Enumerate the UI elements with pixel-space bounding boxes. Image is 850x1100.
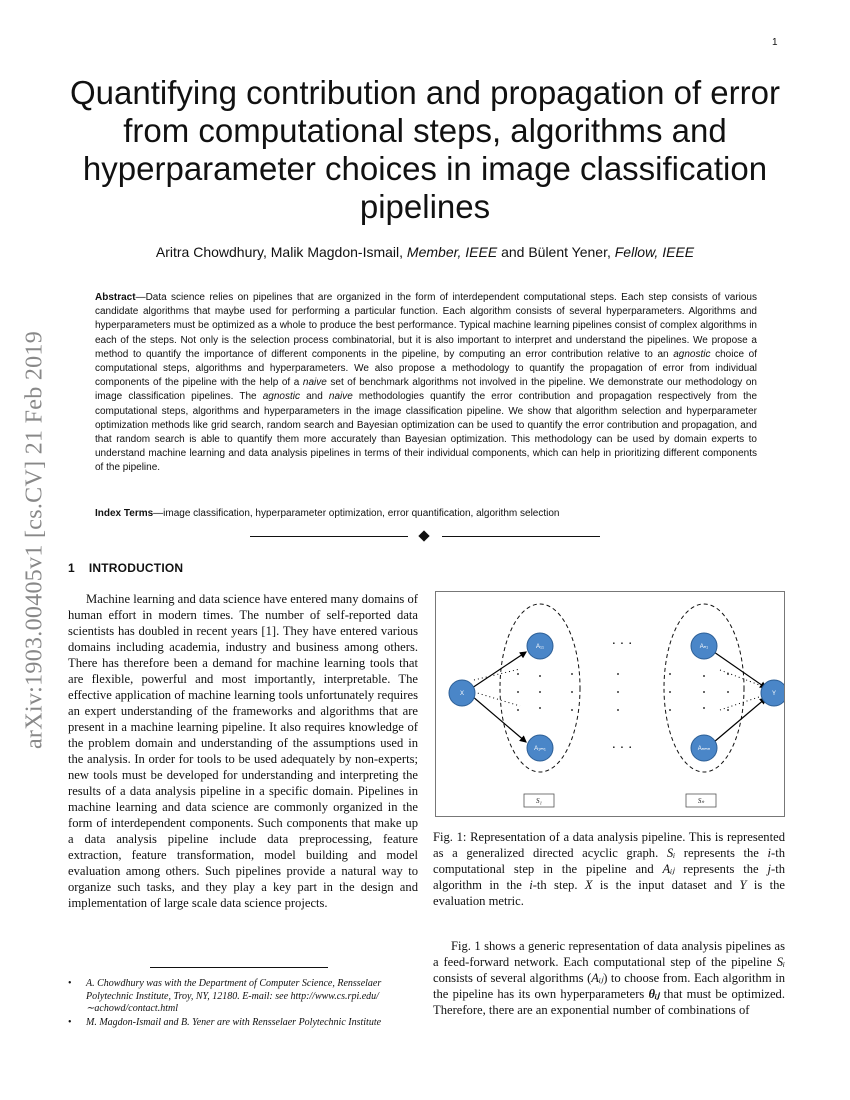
caption-text: -th algorithm in the: [433, 862, 785, 892]
pipeline-diagram: [436, 592, 784, 816]
abstract-label: Abstract: [95, 292, 136, 303]
caption-math: i: [529, 878, 533, 892]
paragraph-math: θᵢⱼ: [648, 987, 660, 1001]
edge-an1-y: [714, 652, 766, 688]
abstract-text-3: set of benchmark algorithms not involved in the pipeline. We demonstrate our methodology on image classification pipelines. The: [95, 377, 757, 403]
section-divider: [250, 531, 600, 543]
arxiv-sidebar: [21, 290, 48, 790]
paragraph-text: Fig. 1 shows a generic representation of data analysis pipelines as a feed-forward network. Each computational step of the pipeline: [433, 939, 785, 969]
step-1-box-label: S₁: [536, 797, 542, 805]
middle-dot-grid: [517, 673, 729, 711]
divider-line-right: [442, 536, 600, 537]
node-an1-label: Aₙ₁: [699, 644, 709, 650]
footnote-item: • M. Magdon-Ismail and B. Yener are with Rensselaer Polytechnic Institute: [68, 1017, 420, 1030]
arxiv-identifier: arXiv:1903.00405v1 [cs.CV] 21 Feb 2019: [21, 330, 48, 750]
section-number: 1: [68, 561, 75, 575]
paragraph-math: Aᵢⱼ: [591, 971, 604, 985]
caption-text: Fig. 1: Representation of a data analysis pipeline. This is represented as a generalized directed acyclic graph.: [433, 830, 785, 860]
caption-text: is the evaluation metric.: [433, 878, 785, 908]
index-terms-label: Index Terms: [95, 508, 154, 519]
intro-paragraph: Machine learning and data science have entered many domains of human effort in modern times. The number of self-reported data scientists has doubled in recent years [1]. They have entered various domains including academia, industry and business among others. There has therefore been a demand for machine learning tools that are flexible, powerful and most importantly, interpretable. The effective application of machine learning tools unfortunately requires an expert understanding of the frameworks and algorithms that are present in a machine learning pipeline. It also requires knowledge of the problem domain and understanding of the assumptions used in the analysis. In order for tools to be used adequately by non-experts; new tools must be developed for understanding and interpreting the results of a data analysis pipeline in a specific domain. Pipelines in machine learning and data science are commonly organized in the form of interdependent components. Such components that make up a data analysis pipeline include data preprocessing, feature extraction, feature transformation, model building and model evaluation among others. Such pipelines provide a natural way to organize such tasks, and they play a key part in the design and implementation of large scale data science projects.: [68, 592, 418, 910]
caption-text: represents the: [674, 862, 768, 876]
node-a1m-label: A₁ₘ₁: [534, 746, 546, 752]
diamond-icon: [418, 530, 429, 541]
edge-y-dots-2: [720, 696, 762, 710]
node-anm-label: Aₙₘₙ: [697, 746, 711, 752]
caption-math: Aᵢⱼ: [662, 862, 675, 876]
abstract-text-5: methodologies quantify the error contribution and propagation respectively from the computational steps, algorithms and hyperparameters in the image classification pipeline. We show that algorithm selection and hyperparameter optimization methods like grid search, random search and Bayesian optimization can be used to quantify the error contribution and propagation, and that random search is able to quantify them more accurately than Bayesian optimization. This methodology can be used by domain experts to understand machine learning and data analysis pipelines in terms of their individual components, which can help in prioritizing different components of the pipeline.: [95, 391, 758, 474]
node-x-label: X: [459, 691, 465, 697]
abstract-text-4: and: [299, 391, 329, 403]
footnote-rule: [150, 967, 328, 968]
node-y-label: Y: [771, 691, 777, 697]
caption-math: Sᵢ: [666, 846, 676, 860]
abstract: [95, 291, 757, 476]
section-heading: [68, 561, 183, 575]
abstract-em-1: agnostic: [673, 348, 711, 360]
footnote-item: • A. Chowdhury was with the Department of Computer Science, Rensselaer Polytechnic Institute, Troy, NY, 12180. E-mail: see http://www.cs.rpi.edu/∼achowd/contact.html: [68, 978, 420, 1016]
abstract-em-2: naive: [302, 377, 327, 389]
divider-line-left: [250, 536, 408, 537]
abstract-em-4: naive: [328, 391, 353, 403]
caption-text: -th step.: [532, 878, 585, 892]
footnotes: [68, 978, 420, 1030]
edge-x-a1m: [472, 696, 526, 742]
abstract-text-2: choice of computational steps, algorithms and hyperparameters. We also propose a methodology to quantify the propagation of error from individual components of the pipeline with the help of a: [95, 348, 757, 389]
author-line: [60, 244, 790, 260]
paragraph-math: Sᵢ: [776, 955, 785, 969]
author-role-fellow: Fellow, IEEE: [614, 244, 695, 260]
edge-y-dots-1: [720, 670, 762, 686]
edge-x-a11: [472, 652, 526, 688]
index-terms-text: —image classification, hyperparameter optimization, error quantification, algorithm selection: [153, 508, 560, 519]
right-paragraph: [433, 938, 785, 1018]
author-role-member: Member, IEEE: [406, 244, 498, 260]
paragraph-text: ) to choose from. Each algorithm in the pipeline has its own hyperparameters: [433, 971, 785, 1001]
author-names-2: and Bülent Yener,: [501, 244, 611, 260]
figure-pipeline: [435, 591, 785, 817]
caption-math: Y: [739, 878, 747, 892]
index-terms: [95, 507, 757, 521]
paper-title: Quantifying contribution and propagation of error from computational steps, algorithms and hyperparameter choices in image classification pipelines: [70, 74, 780, 225]
caption-text: -th computational step in the pipeline and: [433, 846, 785, 876]
author-names: Aritra Chowdhury, Malik Magdon-Ismail,: [155, 244, 404, 260]
page-number: 1: [772, 37, 778, 48]
caption-text: represents the: [675, 846, 768, 860]
node-a11-label: A₁₁: [535, 644, 545, 650]
abstract-text-1: —Data science relies on pipelines that are organized in the form of interdependent computational steps. Each step consists of various candidate algorithms that maybe used for performing a particular function. Each algorithm consists of several hyperparameters. Algorithms and hyperparameters must be optimized as a whole to produce the best performance. Typical machine learning pipelines consist of complex algorithms in each of the steps. Not only is the selection process combinatorial, but it is also important to interpret and understand the pipelines. We propose a method to quantify the importance of different components in the pipeline, by computing an error contribution relative to an: [95, 292, 757, 360]
ellipsis-bottom: · · ·: [611, 741, 633, 756]
ellipsis-top: · · ·: [611, 637, 633, 652]
paragraph-text: consists of several algorithms (: [433, 971, 592, 985]
step-n-box-label: Sₙ: [697, 797, 705, 805]
edge-anm-y: [714, 698, 766, 742]
caption-text: is the input dataset and: [592, 878, 740, 892]
caption-math: i: [767, 846, 771, 860]
paragraph-text: that must be optimized. Therefore, there are an exponential number of combinations of: [433, 987, 785, 1017]
abstract-em-3: agnostic: [262, 391, 300, 403]
caption-math: X: [584, 878, 593, 892]
caption-math: j: [767, 862, 771, 876]
section-title: INTRODUCTION: [88, 561, 184, 575]
figure-caption: [433, 829, 785, 909]
